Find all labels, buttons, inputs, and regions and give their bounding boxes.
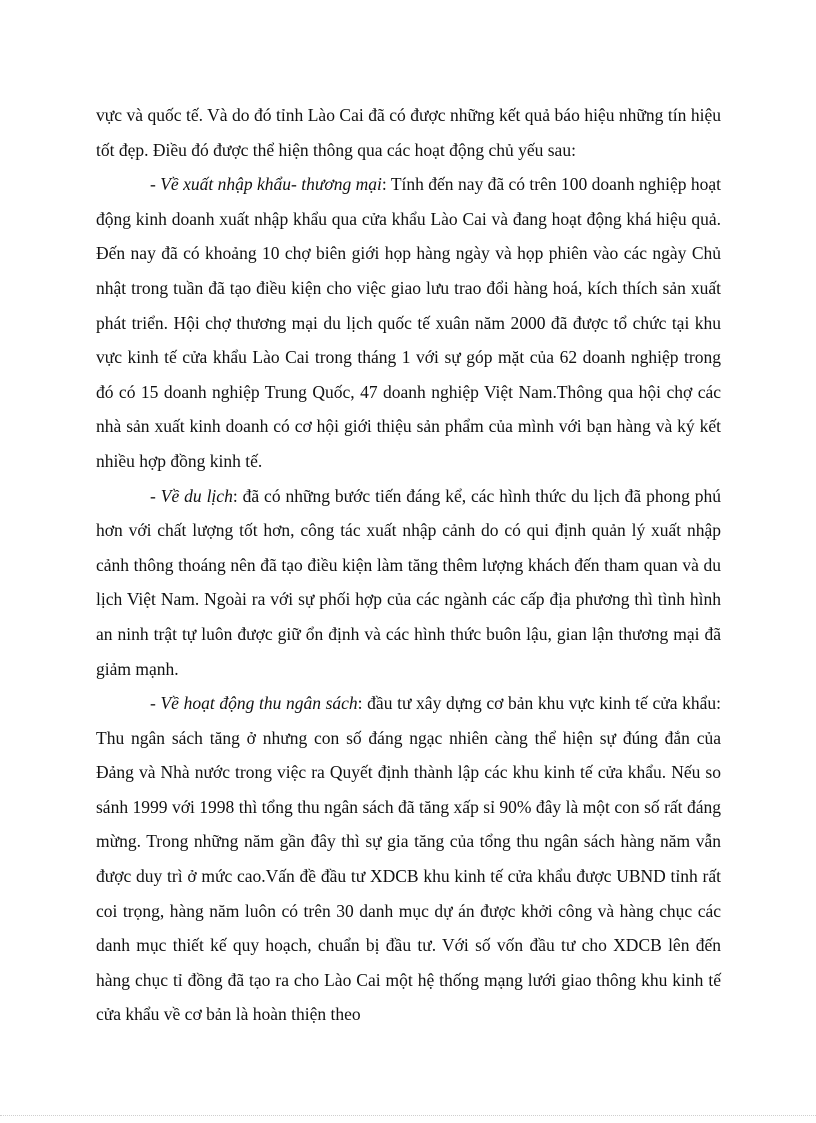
section-text-tourism: : đã có những bước tiến đáng kể, các hình thức du lịch đã phong phú hơn với chất lượng tốt hơn, công tác xuất nhập cảnh do có qui định quản lý xuất nhập cảnh thông thoáng nên đã tạo điều kiện làm tăng thêm lượng khách đến tham quan và du lịch Việt Nam. Ngoài ra với sự phối hợp của các ngành các cấp địa phương thì tình hình an ninh trật tự luôn được giữ ổn định và các hình thức buôn lậu, gian lận thương mại đã giảm mạnh. bbox=[96, 485, 722, 679]
section-topic-budget: Về hoạt động thu ngân sách bbox=[160, 693, 358, 714]
page-bottom-divider bbox=[0, 1115, 816, 1116]
document-page bbox=[96, 98, 721, 1032]
section-dash: - bbox=[150, 485, 161, 506]
section-budget bbox=[96, 686, 721, 1032]
section-text-budget: : đầu tư xây dựng cơ bản khu vực kinh tế cửa khẩu: Thu ngân sách tăng ở nhưng con số đáng ngạc nhiên càng thể hiện sự đúng đắn của Đảng và Nhà nước trong việc ra Quyết định thành lập các khu kinh tế cửa khẩu. Nếu so sánh 1999 với 1998 thì tổng thu ngân sách đã tăng xấp sỉ 90% đây là một con số rất đáng mừng. Trong những năm gần đây thì sự gia tăng của tổng thu ngân sách hàng năm vẫn được duy trì ở mức cao.Vấn đề đầu tư XDCB khu kinh tế cửa khẩu được UBND tỉnh rất coi trọng, hàng năm luôn có trên 30 danh mục dự án được khởi công và hàng chục các danh mục thiết kế quy hoạch, chuẩn bị đầu tư. Với số vốn đầu tư cho XDCB lên đến hàng chục tỉ đồng đã tạo ra cho Lào Cai một hệ thống mạng lưới giao thông khu kinh tế cửa khẩu về cơ bản là hoàn thiện theo bbox=[96, 693, 721, 1025]
section-tourism bbox=[96, 479, 721, 687]
section-topic-tourism: Về du lịch bbox=[160, 485, 233, 506]
section-dash: - bbox=[150, 174, 161, 195]
section-text-trade: : Tính đến nay đã có trên 100 doanh nghiệp hoạt động kinh doanh xuất nhập khẩu qua cửa khẩu Lào Cai và đang hoạt động khá hiệu quả. Đến nay đã có khoảng 10 chợ biên giới họp hàng ngày và họp phiên vào các ngày Chủ nhật trong tuần đã tạo điều kiện cho việc giao lưu trao đổi hàng hoá, kích thích sản xuất phát triển. Hội chợ thương mại du lịch quốc tế xuân năm 2000 đã được tổ chức tại khu vực kinh tế cửa khẩu Lào Cai trong tháng 1 với sự góp mặt của 62 doanh nghiệp trong đó có 15 doanh nghiệp Trung Quốc, 47 doanh nghiệp Việt Nam.Thông qua hội chợ các nhà sản xuất kinh doanh có cơ hội giới thiệu sản phẩm của mình với bạn hàng và ký kết nhiều hợp đồng kinh tế. bbox=[96, 174, 721, 471]
section-dash: - bbox=[150, 693, 161, 714]
section-trade bbox=[96, 167, 721, 478]
intro-paragraph: vực và quốc tế. Và do đó tỉnh Lào Cai đã có được những kết quả báo hiệu những tín hiệu tốt đẹp. Điều đó được thể hiện thông qua các hoạt động chủ yếu sau: bbox=[96, 105, 721, 160]
section-topic-trade: Về xuất nhập khẩu- thương mại bbox=[160, 174, 382, 195]
